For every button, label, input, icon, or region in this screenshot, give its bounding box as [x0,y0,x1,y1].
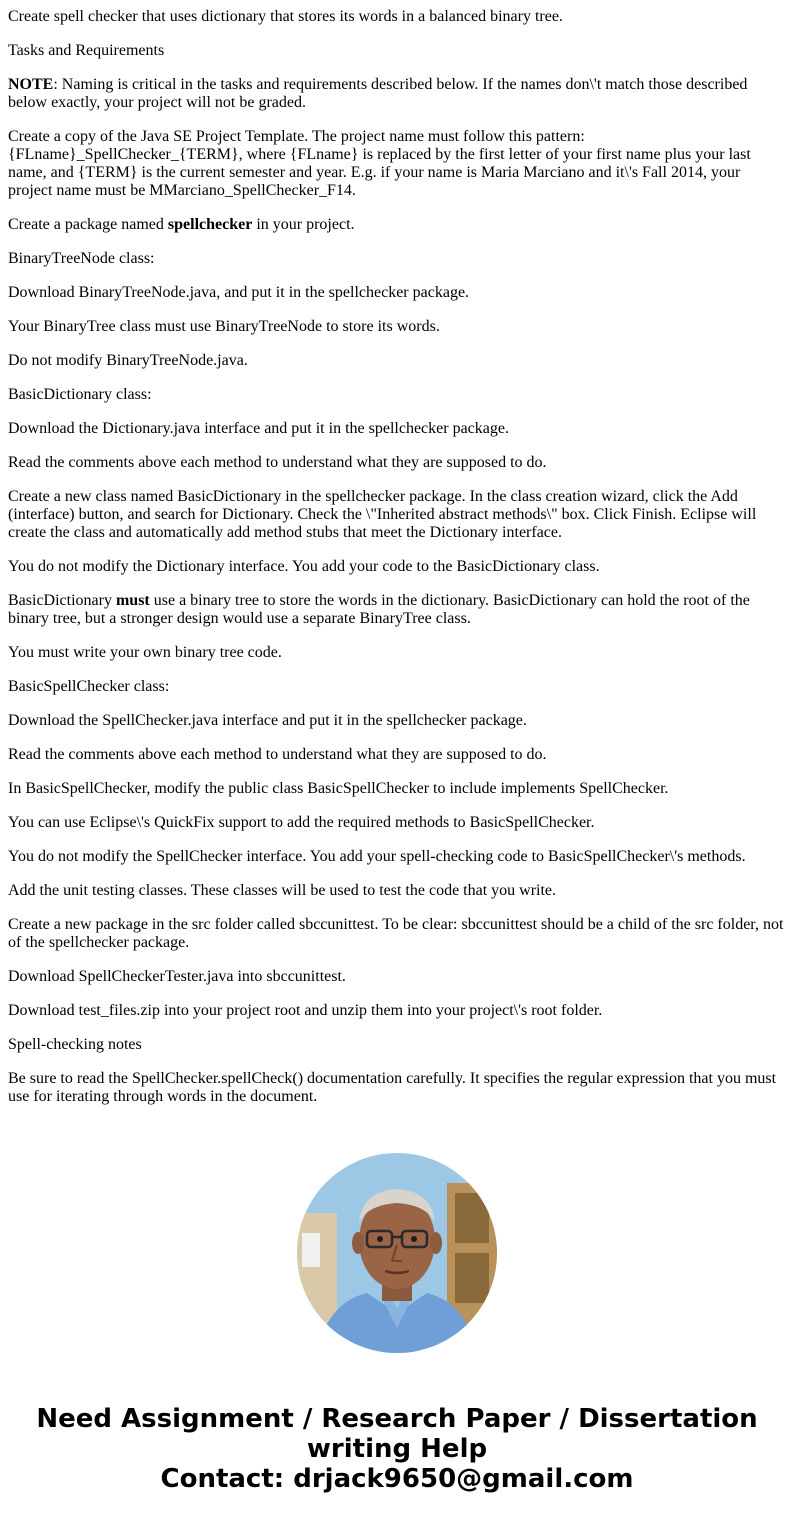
package-pre: Create a package named [8,216,168,233]
unit-testing-download: Download SpellCheckerTester.java into sbccunittest. [8,968,346,985]
contact-footer [0,1404,794,1494]
package-paragraph [8,216,786,234]
spellcheck-notes-heading: Spell-checking notes [8,1036,142,1053]
unit-testing-zip: Download test_files.zip into your project root and unzip them into your project\'s root folder. [8,1002,603,1019]
unit-testing-add: Add the unit testing classes. These classes will be used to test the code that you write. [8,882,557,899]
basicdictionary-read: Read the comments above each method to understand what they are supposed to do. [8,454,547,471]
package-post: in your project. [252,216,355,233]
footer-line-1: Need Assignment / Research Paper / Dissertation [36,1404,758,1434]
basicdictionary-heading: BasicDictionary class: [8,386,152,403]
basicspellchecker-heading: BasicSpellChecker class: [8,678,170,695]
bd-must-post: use a binary tree to store the words in the dictionary. BasicDictionary can hold the root of the binary tree, but a stronger design would use a separate BinaryTree class. [8,592,750,627]
note-paragraph [8,76,786,112]
basicdictionary-nomodify: You do not modify the Dictionary interface. You add your code to the BasicDictionary class. [8,558,600,575]
basicspellchecker-modify: In BasicSpellChecker, modify the public class BasicSpellChecker to include implements SpellChecker. [8,780,669,797]
note-text: : Naming is critical in the tasks and requirements described below. If the names don\'t match those described below exactly, your project will not be graded. [8,76,748,111]
note-label: NOTE [8,76,54,93]
basicspellchecker-read: Read the comments above each method to understand what they are supposed to do. [8,746,547,763]
footer-line-2: writing Help [306,1434,488,1464]
bd-must-bold: must [115,592,150,609]
tasks-heading: Tasks and Requirements [8,42,165,59]
basicspellchecker-quickfix: You can use Eclipse\'s QuickFix support to add the required methods to BasicSpellChecker. [8,814,595,831]
package-name: spellchecker [167,216,253,233]
unit-testing-package: Create a new package in the src folder called sbccunittest. To be clear: sbccunittest should be a child of the src folder, not of the spellchecker package. [8,916,784,951]
basicdictionary-own: You must write your own binary tree code. [8,644,282,661]
binarytreenode-use: Your BinaryTree class must use BinaryTreeNode to store its words. [8,318,440,335]
basicspellchecker-nomodify: You do not modify the SpellChecker interface. You add your spell-checking code to BasicSpellChecker\'s methods. [8,848,746,865]
basicdictionary-must [8,592,786,628]
spellcheck-notes-text: Be sure to read the SpellChecker.spellCheck() documentation carefully. It specifies the regular expression that you must use for iterating through words in the document. [8,1070,777,1105]
basicspellchecker-download: Download the SpellChecker.java interface and put it in the spellchecker package. [8,712,527,729]
binarytreenode-download: Download BinaryTreeNode.java, and put it in the spellchecker package. [8,284,470,301]
binarytreenode-nomodify: Do not modify BinaryTreeNode.java. [8,352,248,369]
avatar-portrait-image [297,1153,497,1353]
basicdictionary-create: Create a new class named BasicDictionary in the spellchecker package. In the class creation wizard, click the Add (interface) button, and search for Dictionary. Check the \"Inherited abstract methods\" box. Click Finish. Eclipse will create the class and automatically add method stubs that meet the Dictionary interface. [8,488,757,541]
basicdictionary-download: Download the Dictionary.java interface and put it in the spellchecker package. [8,420,509,437]
intro-paragraph: Create spell checker that uses dictionary that stores its words in a balanced binary tree. [8,8,563,25]
copy-template-paragraph: Create a copy of the Java SE Project Template. The project name must follow this pattern: {FLname}_SpellChecker_{TERM}, where {FLname} is replaced by the first letter of your first name plus your last name, and {TERM} is the current semester and year. E.g. if your name is Maria Marciano and it\'s Fall 2014, your project name must be MMarciano_SpellChecker_F14. [8,128,751,199]
binarytreenode-heading: BinaryTreeNode class: [8,250,155,267]
avatar [297,1153,497,1353]
bd-must-pre: BasicDictionary [8,592,116,609]
footer-contact-line: Contact: drjack9650@gmail.com [160,1464,634,1494]
assignment-document [8,8,786,1106]
